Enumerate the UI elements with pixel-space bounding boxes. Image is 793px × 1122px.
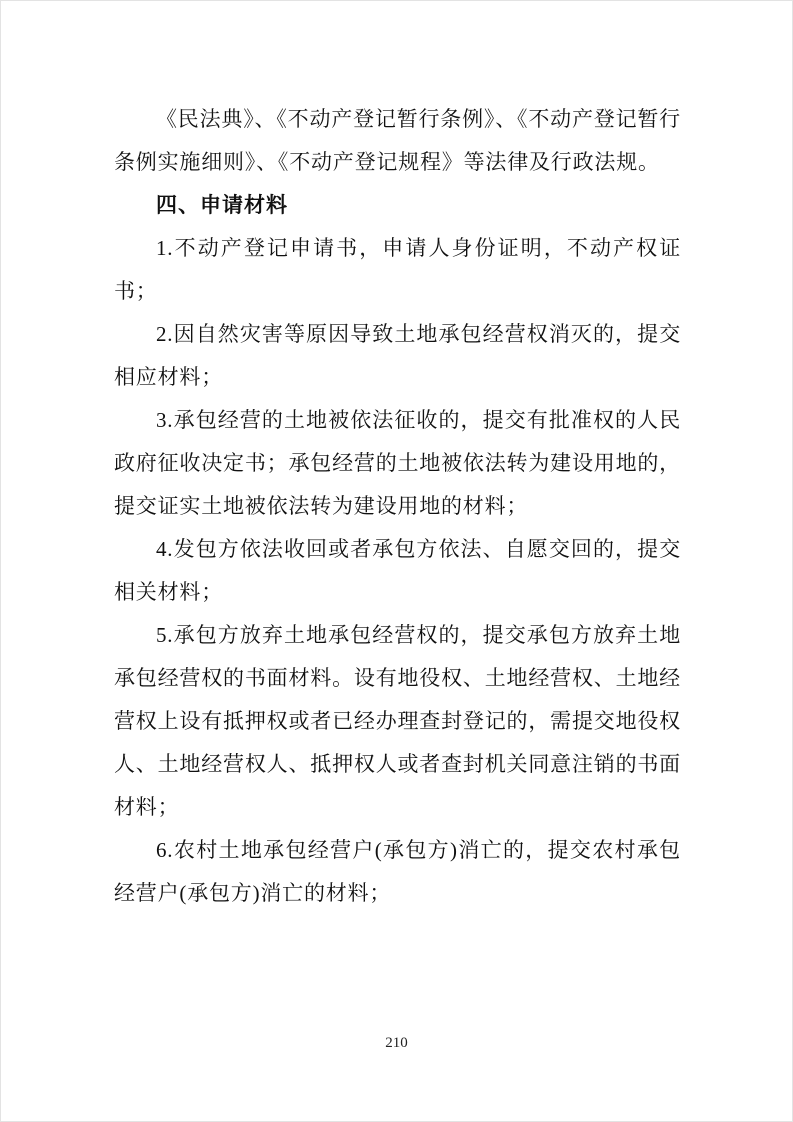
list-item-1: 1.不动产登记申请书，申请人身份证明，不动产权证书； xyxy=(114,236,681,303)
list-item-5: 5.承包方放弃土地承包经营权的，提交承包方放弃土地承包经营权的书面材料。设有地役权、土地经营权、土地经营权上设有抵押权或者已经办理查封登记的，需提交地役权人、土地经营权人、抵押权人或者查封机关同意注销的书面材料； xyxy=(114,623,681,819)
list-item-3: 3.承包经营的土地被依法征收的，提交有批准权的人民政府征收决定书；承包经营的土地被依法转为建设用地的，提交证实土地被依法转为建设用地的材料； xyxy=(114,408,681,518)
section-heading-application-materials: 四、申请材料 xyxy=(156,194,288,217)
list-item-4: 4.发包方依法收回或者承包方依法、自愿交回的，提交相关材料； xyxy=(114,537,681,604)
page-number: 210 xyxy=(385,1035,408,1051)
list-item-2: 2.因自然灾害等原因导致土地承包经营权消灭的，提交相应材料； xyxy=(114,322,681,389)
paragraph-legal-basis: 《民法典》、《不动产登记暂行条例》、《不动产登记暂行条例实施细则》、《不动产登记规程》等法律及行政法规。 xyxy=(114,107,681,174)
document-body xyxy=(114,98,681,915)
list-item-6: 6.农村土地承包经营户(承包方)消亡的，提交农村承包经营户(承包方)消亡的材料； xyxy=(114,838,681,905)
